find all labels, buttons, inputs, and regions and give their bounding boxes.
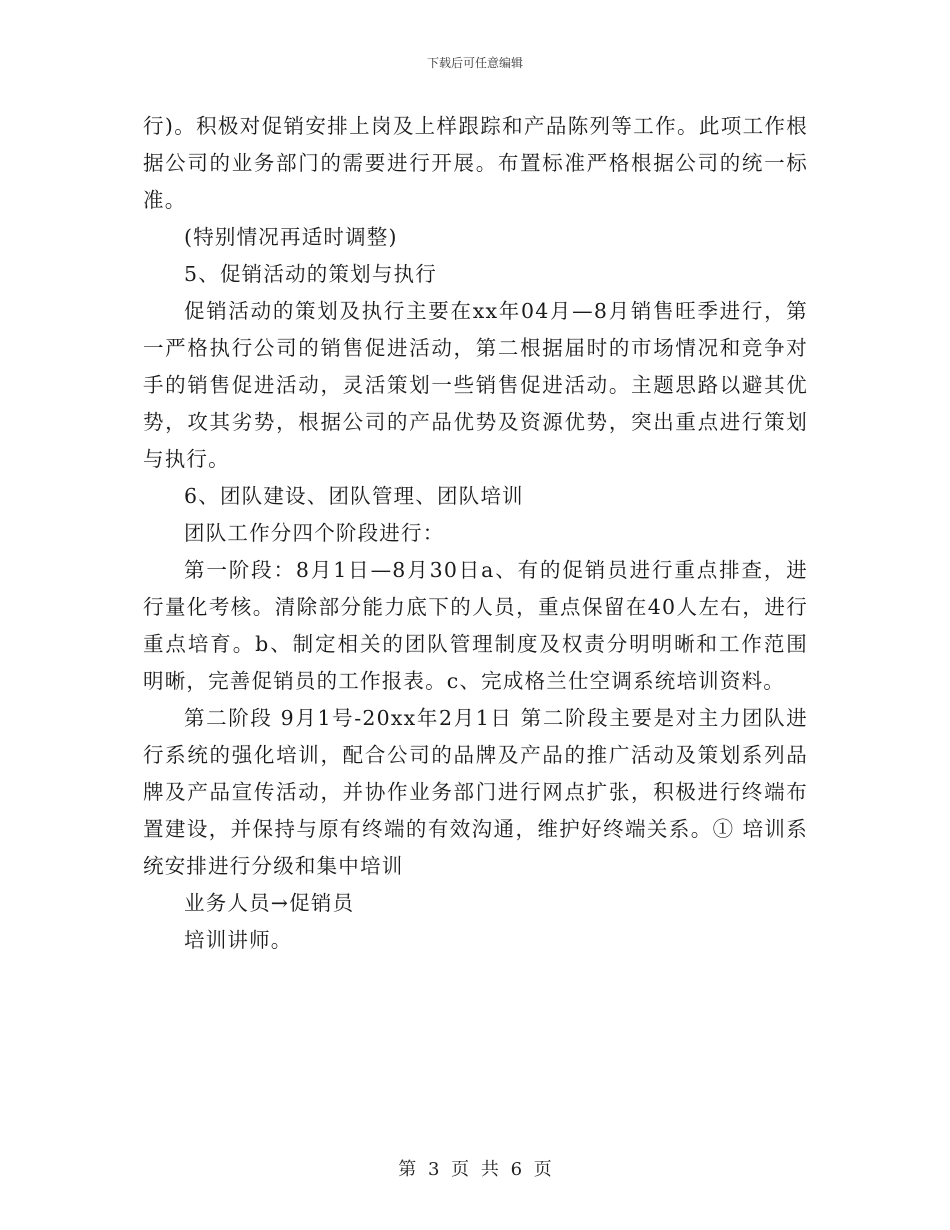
paragraph: 促销活动的策划及执行主要在xx年04月—8月销售旺季进行，第一严格执行公司的销售促进活动，第二根据届时的市场情况和竞争对手的销售促进活动，灵活策划一些销售促进活动。主题思路以避其优势，攻其劣势，根据公司的产品优势及资源优势，突出重点进行策划与执行。: [143, 299, 808, 471]
paragraph: 第二阶段 9月1号-20xx年2月1日 第二阶段主要是对主力团队进行系统的强化培训，配合公司的品牌及产品的推广活动及策划系列品牌及产品宣传活动，并协作业务部门进行网点扩张，积极进行终端布置建设，并保持与原有终端的有效沟通，维护好终端关系。① 培训系统安排进行分级和集中培训: [143, 706, 808, 878]
section-heading: 5、促销活动的策划与执行: [184, 262, 437, 286]
paragraph: 第一阶段：8月1日—8月30日a、有的促销员进行重点排查，进行量化考核。清除部分能力底下的人员，重点保留在40人左右，进行重点培育。b、制定相关的团队管理制度及权责分明明晰和工作范围明晰，完善促销员的工作报表。c、完成格兰仕空调系统培训资料。: [143, 558, 808, 693]
paragraph: 团队工作分四个阶段进行：: [184, 521, 445, 545]
header-note: 下载后可任意编辑: [426, 56, 523, 70]
paragraph: 培训讲师。: [184, 928, 293, 952]
page-number: 第 3 页 共 6 页: [398, 1159, 552, 1180]
paragraph: 行)。积极对促销安排上岗及上样跟踪和产品陈列等工作。此项工作根据公司的业务部门的需要进行开展。布置标准严格根据公司的统一标准。: [143, 114, 808, 212]
section-heading: 6、团队建设、团队管理、团队培训: [184, 484, 524, 508]
paragraph: (特别情况再适时调整): [184, 225, 398, 249]
paragraph: 业务人员→促销员: [184, 891, 355, 915]
document-body: [143, 108, 808, 959]
